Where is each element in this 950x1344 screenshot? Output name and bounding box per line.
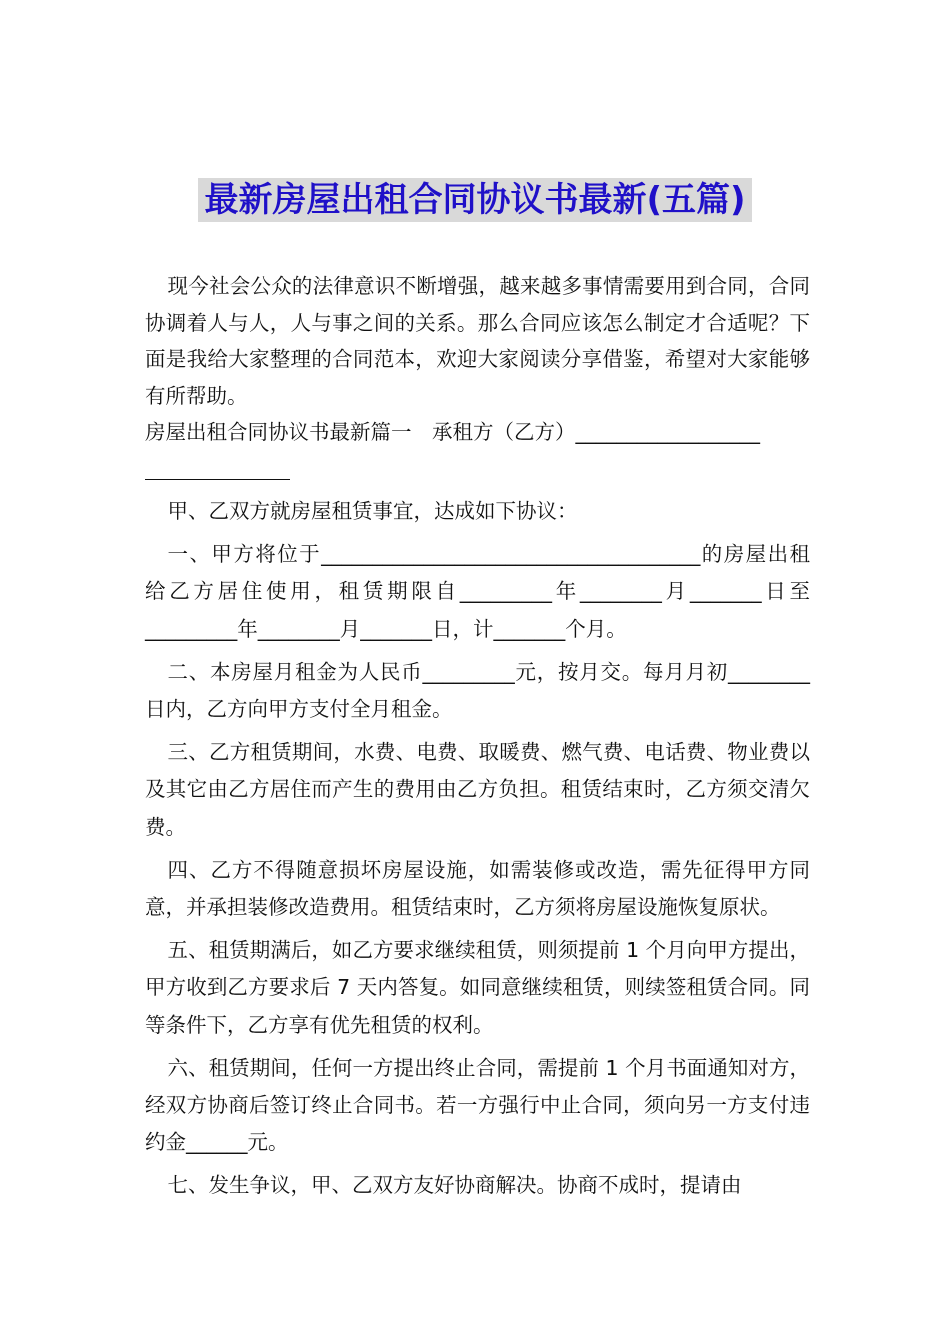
clause-3: 三、乙方租赁期间，水费、电费、取暖费、燃气费、电话费、物业费以及其它由乙方居住而产生的费用由乙方负担。租赁结束时，乙方须交清欠费。 bbox=[145, 740, 810, 839]
intro-paragraph: 现今社会公众的法律意识不断增强，越来越多事情需要用到合同，合同协调着人与人，人与事之间的关系。那么合同应该怎么制定才合适呢？下面是我给大家整理的合同范本，欢迎大家阅读分享借鉴，希望对大家能够有所帮助。 bbox=[145, 274, 810, 408]
fill-in-blank-line bbox=[145, 451, 290, 480]
document-body bbox=[145, 268, 810, 1205]
clause-2: 二、本房屋月租金为人民币_________元，按月交。每月月初________日内，乙方向甲方支付全月租金。 bbox=[145, 659, 810, 722]
agreement-statement: 甲、乙双方就房屋租赁事宜，达成如下协议： bbox=[167, 499, 578, 523]
title-container bbox=[0, 178, 950, 222]
document-title: 最新房屋出租合同协议书最新(五篇) bbox=[198, 178, 751, 222]
section-heading: 房屋出租合同协议书最新篇一 承租方（乙方）__________________ bbox=[145, 420, 760, 444]
clause-7: 七、发生争议，甲、乙双方友好协商解决。协商不成时，提请由 bbox=[167, 1173, 742, 1198]
clause-1: 一、甲方将位于_____________________________________的房屋出租给乙方居住使用，租赁期限自_________年________月_______日至_________年________月_______日，计_______个月。 bbox=[145, 542, 810, 641]
clause-5: 五、租赁期满后，如乙方要求继续租赁，则须提前 1 个月向甲方提出，甲方收到乙方要求后 7 天内答复。如同意继续租赁，则续签租赁合同。同等条件下，乙方享有优先租赁的权利。 bbox=[145, 938, 810, 1037]
clause-4: 四、乙方不得随意损坏房屋设施，如需装修或改造，需先征得甲方同意，并承担装修改造费用。租赁结束时，乙方须将房屋设施恢复原状。 bbox=[145, 857, 810, 920]
clause-6: 六、租赁期间，任何一方提出终止合同，需提前 1 个月书面通知对方，经双方协商后签订终止合同书。若一方强行中止合同，须向另一方支付违约金______元。 bbox=[145, 1055, 810, 1155]
